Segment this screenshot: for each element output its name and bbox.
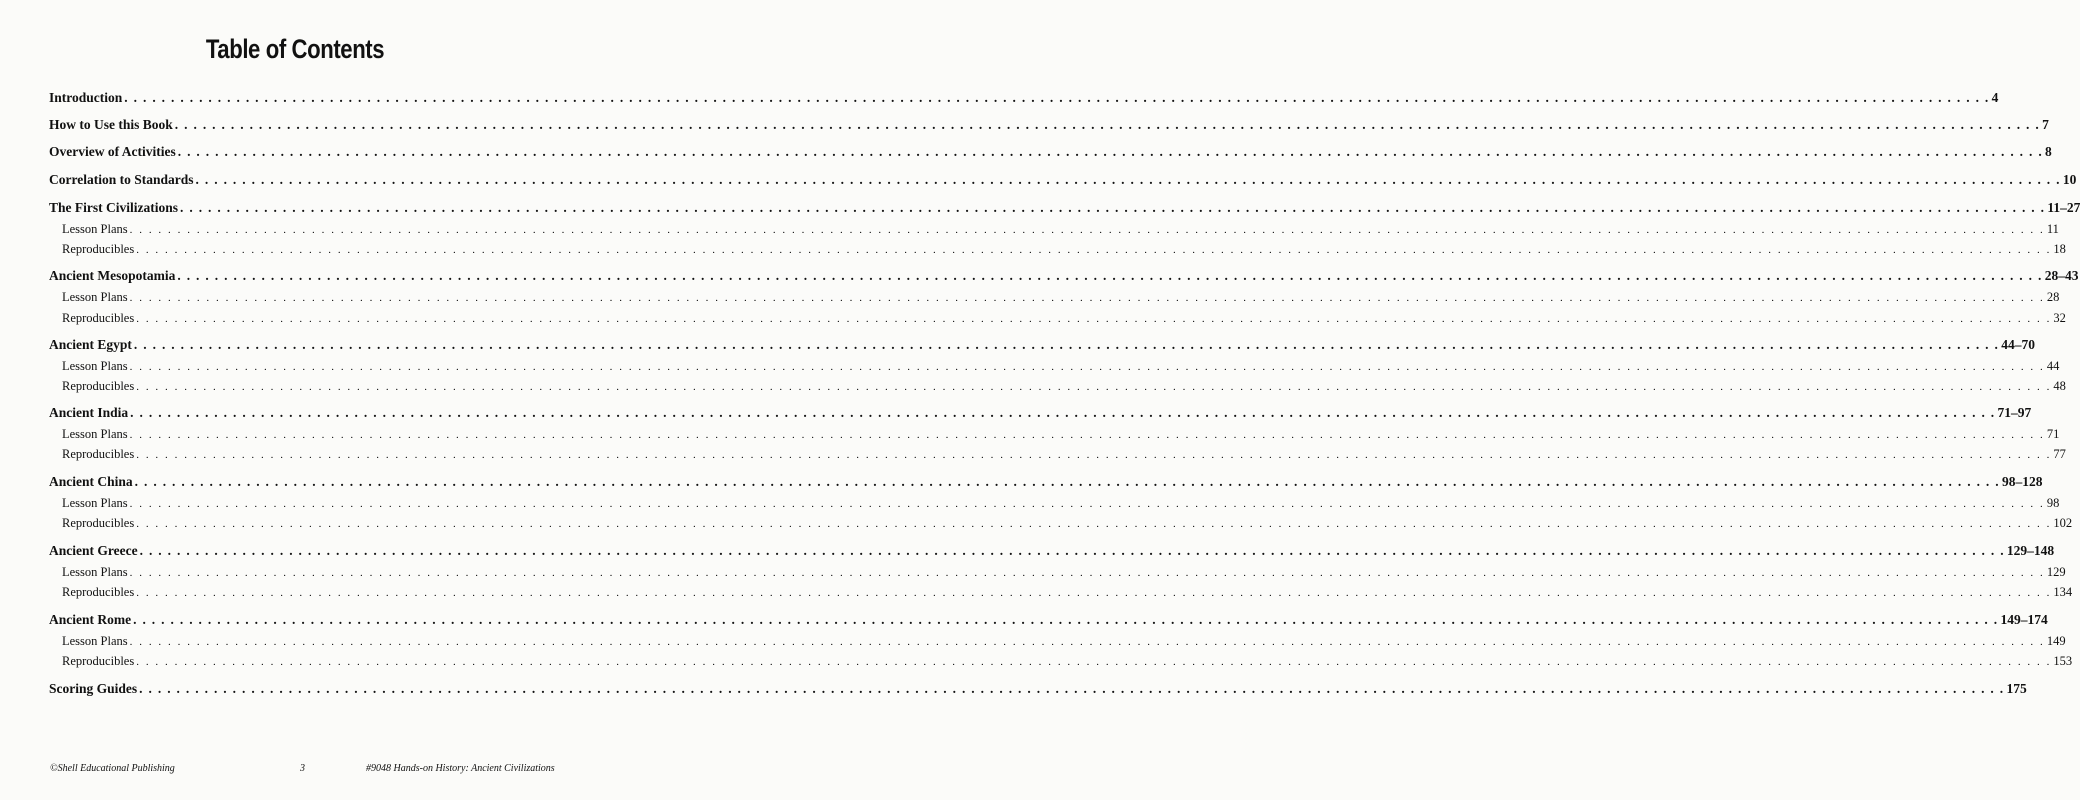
toc-entry-page: 129	[2046, 565, 2066, 579]
toc-entry-page: 175	[2006, 681, 2027, 696]
toc-entry-page: 48	[2053, 379, 2066, 393]
toc-entry-label: Lesson Plans	[62, 427, 128, 441]
toc-entry-page: 28–43	[2044, 268, 2079, 283]
toc-subsection-entry	[62, 290, 2060, 305]
toc-entry-label: Ancient Greece	[49, 543, 138, 558]
toc-section-entry	[49, 117, 2049, 133]
dot-leader: . . . . . . . . . . . . . . . . . . . . . . . . . . . . . . . . . . . . . . . . . . . . . . . . . . . . . . . . . . . . . . . . . . . . . . . . . . . . . . . . . . . . . . . . . . . . . . . . . . . . . . . . . . . . . . . . . . . . . . . . . . . . . . . . . . . . . . . . . . . . . . . . . . . . . . . . . . . . . . . . . . . . . . . . . . . . . . . . . . . . . . . . . . . . . . . . . . . . . . . .	[136, 244, 2052, 256]
toc-entry-label: The First Civilizations	[49, 200, 178, 215]
toc-section-entry	[49, 172, 2077, 188]
toc-entry-label: Ancient Egypt	[49, 337, 132, 352]
toc-subsection-entry	[62, 585, 2073, 600]
toc-entry-label: Lesson Plans	[62, 496, 128, 510]
toc-subsection-entry	[62, 565, 2066, 580]
dot-leader: . . . . . . . . . . . . . . . . . . . . . . . . . . . . . . . . . . . . . . . . . . . . . . . . . . . . . . . . . . . . . . . . . . . . . . . . . . . . . . . . . . . . . . . . . . . . . . . . . . . . . . . . . . . . . . . . . . . . . . . . . . . . . . . . . . . . . . . . . . . . . . . . . . . . . . . . . . . . . . . . . . . . . . . . . . . . . . . . . . . . . . . . . . . . . . . . . . . . . . . .	[174, 117, 2041, 132]
toc-entry-page: 7	[2042, 117, 2049, 132]
toc-subsection-entry	[62, 311, 2066, 326]
toc-entry-label: Correlation to Standards	[49, 172, 194, 187]
dot-leader: . . . . . . . . . . . . . . . . . . . . . . . . . . . . . . . . . . . . . . . . . . . . . . . . . . . . . . . . . . . . . . . . . . . . . . . . . . . . . . . . . . . . . . . . . . . . . . . . . . . . . . . . . . . . . . . . . . . . . . . . . . . . . . . . . . . . . . . . . . . . . . . . . . . . . . . . . . . . . . . . . . . . . . . . . . . . . . . . . . . . . . . . . . . . . . . . . . . . . . . .	[136, 656, 2052, 668]
dot-leader: . . . . . . . . . . . . . . . . . . . . . . . . . . . . . . . . . . . . . . . . . . . . . . . . . . . . . . . . . . . . . . . . . . . . . . . . . . . . . . . . . . . . . . . . . . . . . . . . . . . . . . . . . . . . . . . . . . . . . . . . . . . . . . . . . . . . . . . . . . . . . . . . . . . . . . . . . . . . . . . . . . . . . . . . . . . . . . . . . . . . . . . . . . . . . . . . . . . . . . . .	[129, 361, 2045, 373]
toc-section-entry	[49, 543, 2055, 559]
toc-entry-label: Reproducibles	[62, 311, 135, 325]
toc-entry-label: Reproducibles	[62, 379, 135, 393]
toc-entry-label: Lesson Plans	[62, 290, 128, 304]
toc-section-entry	[49, 90, 1999, 106]
toc-entry-label: Ancient India	[49, 405, 129, 420]
page-title: Table of Contents	[205, 34, 385, 64]
toc-section-entry	[49, 144, 2052, 160]
dot-leader: . . . . . . . . . . . . . . . . . . . . . . . . . . . . . . . . . . . . . . . . . . . . . . . . . . . . . . . . . . . . . . . . . . . . . . . . . . . . . . . . . . . . . . . . . . . . . . . . . . . . . . . . . . . . . . . . . . . . . . . . . . . . . . . . . . . . . . . . . . . . . . . . . . . . . . . . . . . . . . . . . . . . . . . . . . . . . . . . . . . . . . . . . . . . . . . . . . . . . . . .	[124, 90, 1990, 105]
toc-entry-label: Scoring Guides	[49, 681, 138, 696]
toc-entry-label: Lesson Plans	[62, 222, 128, 236]
toc-section-entry	[49, 200, 2080, 216]
dot-leader: . . . . . . . . . . . . . . . . . . . . . . . . . . . . . . . . . . . . . . . . . . . . . . . . . . . . . . . . . . . . . . . . . . . . . . . . . . . . . . . . . . . . . . . . . . . . . . . . . . . . . . . . . . . . . . . . . . . . . . . . . . . . . . . . . . . . . . . . . . . . . . . . . . . . . . . . . . . . . . . . . . . . . . . . . . . . . . . . . . . . . . . . . . . . . . . . . . . . . . . .	[136, 381, 2052, 393]
toc-entry-page: 28	[2046, 290, 2060, 304]
footer-page-number: 3	[300, 763, 305, 774]
toc-entry-label: Lesson Plans	[62, 634, 128, 648]
toc-entry-page: 44	[2046, 359, 2060, 373]
toc-entry-page: 98–128	[2001, 474, 2043, 489]
toc-entry-page: 149	[2046, 634, 2066, 648]
toc-entry-page: 18	[2053, 242, 2066, 256]
dot-leader: . . . . . . . . . . . . . . . . . . . . . . . . . . . . . . . . . . . . . . . . . . . . . . . . . . . . . . . . . . . . . . . . . . . . . . . . . . . . . . . . . . . . . . . . . . . . . . . . . . . . . . . . . . . . . . . . . . . . . . . . . . . . . . . . . . . . . . . . . . . . . . . . . . . . . . . . . . . . . . . . . . . . . . . . . . . . . . . . . . . . . . . . . . . . . . . . . . . . . . . .	[129, 636, 2045, 648]
toc-entry-page: 71	[2046, 427, 2060, 441]
dot-leader: . . . . . . . . . . . . . . . . . . . . . . . . . . . . . . . . . . . . . . . . . . . . . . . . . . . . . . . . . . . . . . . . . . . . . . . . . . . . . . . . . . . . . . . . . . . . . . . . . . . . . . . . . . . . . . . . . . . . . . . . . . . . . . . . . . . . . . . . . . . . . . . . . . . . . . . . . . . . . . . . . . . . . . . . . . . . . . . . . . . . . . . . . . . . . . . . . . . . . . . .	[136, 449, 2052, 461]
toc-entry-page: 44–70	[2001, 337, 2035, 352]
toc-section-entry	[49, 337, 2035, 353]
toc-entry-page: 11	[2046, 222, 2059, 236]
toc-subsection-entry	[62, 447, 2066, 462]
toc-section-entry	[49, 268, 2079, 284]
toc-section-entry	[49, 405, 2032, 421]
dot-leader: . . . . . . . . . . . . . . . . . . . . . . . . . . . . . . . . . . . . . . . . . . . . . . . . . . . . . . . . . . . . . . . . . . . . . . . . . . . . . . . . . . . . . . . . . . . . . . . . . . . . . . . . . . . . . . . . . . . . . . . . . . . . . . . . . . . . . . . . . . . . . . . . . . . . . . . . . . . . . . . . . . . . . . . . . . . . . . . . . . . . . . . . . . . . . . . . . . . . . . . .	[134, 474, 2000, 489]
toc-subsection-entry	[62, 516, 2073, 531]
footer-publisher: ©Shell Educational Publishing	[50, 763, 175, 774]
toc-entry-label: Overview of Activities	[49, 144, 176, 159]
toc-entry-page: 71–97	[1997, 405, 2032, 420]
dot-leader: . . . . . . . . . . . . . . . . . . . . . . . . . . . . . . . . . . . . . . . . . . . . . . . . . . . . . . . . . . . . . . . . . . . . . . . . . . . . . . . . . . . . . . . . . . . . . . . . . . . . . . . . . . . . . . . . . . . . . . . . . . . . . . . . . . . . . . . . . . . . . . . . . . . . . . . . . . . . . . . . . . . . . . . . . . . . . . . . . . . . . . . . . . . . . . . . . . . . . . . .	[129, 224, 2045, 236]
toc-subsection-entry	[62, 496, 2060, 511]
toc-entry-label: Reproducibles	[62, 516, 135, 530]
toc-subsection-entry	[62, 359, 2060, 374]
toc-entry-label: Ancient China	[49, 474, 133, 489]
dot-leader: . . . . . . . . . . . . . . . . . . . . . . . . . . . . . . . . . . . . . . . . . . . . . . . . . . . . . . . . . . . . . . . . . . . . . . . . . . . . . . . . . . . . . . . . . . . . . . . . . . . . . . . . . . . . . . . . . . . . . . . . . . . . . . . . . . . . . . . . . . . . . . . . . . . . . . . . . . . . . . . . . . . . . . . . . . . . . . . . . . . . . . . . . . . . . . . . . . . . . . . .	[129, 498, 2045, 510]
toc-entry-label: Reproducibles	[62, 654, 135, 668]
toc-entry-page: 102	[2053, 516, 2073, 530]
toc-entry-label: Lesson Plans	[62, 565, 128, 579]
dot-leader: . . . . . . . . . . . . . . . . . . . . . . . . . . . . . . . . . . . . . . . . . . . . . . . . . . . . . . . . . . . . . . . . . . . . . . . . . . . . . . . . . . . . . . . . . . . . . . . . . . . . . . . . . . . . . . . . . . . . . . . . . . . . . . . . . . . . . . . . . . . . . . . . . . . . . . . . . . . . . . . . . . . . . . . . . . . . . . . . . . . . . . . . . . . . . . . . . . . . . . . .	[133, 612, 1999, 627]
footer-book-title: #9048 Hands-on History: Ancient Civilizations	[366, 763, 555, 774]
toc-entry-page: 134	[2053, 585, 2073, 599]
toc-entry-label: Reproducibles	[62, 242, 135, 256]
toc-entry-label: Ancient Rome	[49, 612, 132, 627]
toc-entry-page: 10	[2062, 172, 2077, 187]
toc-entry-label: Reproducibles	[62, 585, 135, 599]
dot-leader: . . . . . . . . . . . . . . . . . . . . . . . . . . . . . . . . . . . . . . . . . . . . . . . . . . . . . . . . . . . . . . . . . . . . . . . . . . . . . . . . . . . . . . . . . . . . . . . . . . . . . . . . . . . . . . . . . . . . . . . . . . . . . . . . . . . . . . . . . . . . . . . . . . . . . . . . . . . . . . . . . . . . . . . . . . . . . . . . . . . . . . . . . . . . . . . . . . . . . . . .	[129, 429, 2045, 441]
toc-entry-page: 153	[2053, 654, 2073, 668]
dot-leader: . . . . . . . . . . . . . . . . . . . . . . . . . . . . . . . . . . . . . . . . . . . . . . . . . . . . . . . . . . . . . . . . . . . . . . . . . . . . . . . . . . . . . . . . . . . . . . . . . . . . . . . . . . . . . . . . . . . . . . . . . . . . . . . . . . . . . . . . . . . . . . . . . . . . . . . . . . . . . . . . . . . . . . . . . . . . . . . . . . . . . . . . . . . . . . . . . . . . . . . .	[195, 172, 2061, 187]
toc-entry-label: Ancient Mesopotamia	[49, 268, 176, 283]
toc-subsection-entry	[62, 222, 2059, 237]
toc-entry-page: 129–148	[2006, 543, 2055, 558]
toc-section-entry	[49, 681, 2027, 697]
toc-entry-label: Lesson Plans	[62, 359, 128, 373]
dot-leader: . . . . . . . . . . . . . . . . . . . . . . . . . . . . . . . . . . . . . . . . . . . . . . . . . . . . . . . . . . . . . . . . . . . . . . . . . . . . . . . . . . . . . . . . . . . . . . . . . . . . . . . . . . . . . . . . . . . . . . . . . . . . . . . . . . . . . . . . . . . . . . . . . . . . . . . . . . . . . . . . . . . . . . . . . . . . . . . . . . . . . . . . . . . . . . . . . . . . . . . .	[129, 567, 2045, 579]
dot-leader: . . . . . . . . . . . . . . . . . . . . . . . . . . . . . . . . . . . . . . . . . . . . . . . . . . . . . . . . . . . . . . . . . . . . . . . . . . . . . . . . . . . . . . . . . . . . . . . . . . . . . . . . . . . . . . . . . . . . . . . . . . . . . . . . . . . . . . . . . . . . . . . . . . . . . . . . . . . . . . . . . . . . . . . . . . . . . . . . . . . . . . . . . . . . . . . . . . . . . . . .	[177, 144, 2044, 159]
toc-entry-page: 11–27	[2047, 200, 2080, 215]
dot-leader: . . . . . . . . . . . . . . . . . . . . . . . . . . . . . . . . . . . . . . . . . . . . . . . . . . . . . . . . . . . . . . . . . . . . . . . . . . . . . . . . . . . . . . . . . . . . . . . . . . . . . . . . . . . . . . . . . . . . . . . . . . . . . . . . . . . . . . . . . . . . . . . . . . . . . . . . . . . . . . . . . . . . . . . . . . . . . . . . . . . . . . . . . . . . . . . . . . . . . . . .	[136, 518, 2052, 530]
toc-entry-label: Introduction	[49, 90, 123, 105]
toc-subsection-entry	[62, 379, 2066, 394]
toc-entry-page: 149–174	[2000, 612, 2048, 627]
toc-entry-page: 77	[2053, 447, 2066, 461]
toc-entry-page: 8	[2045, 144, 2052, 159]
toc-entry-label: How to Use this Book	[49, 117, 173, 132]
toc-subsection-entry	[62, 242, 2066, 257]
toc-entry-page: 4	[1991, 90, 1999, 105]
toc-section-entry	[49, 612, 2048, 628]
dot-leader: . . . . . . . . . . . . . . . . . . . . . . . . . . . . . . . . . . . . . . . . . . . . . . . . . . . . . . . . . . . . . . . . . . . . . . . . . . . . . . . . . . . . . . . . . . . . . . . . . . . . . . . . . . . . . . . . . . . . . . . . . . . . . . . . . . . . . . . . . . . . . . . . . . . . . . . . . . . . . . . . . . . . . . . . . . . . . . . . . . . . . . . . . . . . . . . . . . . . . . . .	[130, 405, 1996, 420]
dot-leader: . . . . . . . . . . . . . . . . . . . . . . . . . . . . . . . . . . . . . . . . . . . . . . . . . . . . . . . . . . . . . . . . . . . . . . . . . . . . . . . . . . . . . . . . . . . . . . . . . . . . . . . . . . . . . . . . . . . . . . . . . . . . . . . . . . . . . . . . . . . . . . . . . . . . . . . . . . . . . . . . . . . . . . . . . . . . . . . . . . . . . . . . . . . . . . . . . . . . . . . .	[180, 200, 2046, 215]
dot-leader: . . . . . . . . . . . . . . . . . . . . . . . . . . . . . . . . . . . . . . . . . . . . . . . . . . . . . . . . . . . . . . . . . . . . . . . . . . . . . . . . . . . . . . . . . . . . . . . . . . . . . . . . . . . . . . . . . . . . . . . . . . . . . . . . . . . . . . . . . . . . . . . . . . . . . . . . . . . . . . . . . . . . . . . . . . . . . . . . . . . . . . . . . . . . . . . . . . . . . . . .	[133, 337, 2000, 352]
toc-section-entry	[49, 474, 2043, 490]
dot-leader: . . . . . . . . . . . . . . . . . . . . . . . . . . . . . . . . . . . . . . . . . . . . . . . . . . . . . . . . . . . . . . . . . . . . . . . . . . . . . . . . . . . . . . . . . . . . . . . . . . . . . . . . . . . . . . . . . . . . . . . . . . . . . . . . . . . . . . . . . . . . . . . . . . . . . . . . . . . . . . . . . . . . . . . . . . . . . . . . . . . . . . . . . . . . . . . . . . . . . . . .	[177, 268, 2043, 283]
toc-entry-page: 32	[2053, 311, 2066, 325]
toc-subsection-entry	[62, 634, 2066, 649]
dot-leader: . . . . . . . . . . . . . . . . . . . . . . . . . . . . . . . . . . . . . . . . . . . . . . . . . . . . . . . . . . . . . . . . . . . . . . . . . . . . . . . . . . . . . . . . . . . . . . . . . . . . . . . . . . . . . . . . . . . . . . . . . . . . . . . . . . . . . . . . . . . . . . . . . . . . . . . . . . . . . . . . . . . . . . . . . . . . . . . . . . . . . . . . . . . . . . . . . . . . . . . .	[136, 313, 2052, 325]
toc-subsection-entry	[62, 427, 2060, 442]
dot-leader: . . . . . . . . . . . . . . . . . . . . . . . . . . . . . . . . . . . . . . . . . . . . . . . . . . . . . . . . . . . . . . . . . . . . . . . . . . . . . . . . . . . . . . . . . . . . . . . . . . . . . . . . . . . . . . . . . . . . . . . . . . . . . . . . . . . . . . . . . . . . . . . . . . . . . . . . . . . . . . . . . . . . . . . . . . . . . . . . . . . . . . . . . . . . . . . . . . . . . . . .	[139, 543, 2005, 558]
toc-subsection-entry	[62, 654, 2073, 669]
toc-entry-page: 98	[2046, 496, 2060, 510]
dot-leader: . . . . . . . . . . . . . . . . . . . . . . . . . . . . . . . . . . . . . . . . . . . . . . . . . . . . . . . . . . . . . . . . . . . . . . . . . . . . . . . . . . . . . . . . . . . . . . . . . . . . . . . . . . . . . . . . . . . . . . . . . . . . . . . . . . . . . . . . . . . . . . . . . . . . . . . . . . . . . . . . . . . . . . . . . . . . . . . . . . . . . . . . . . . . . . . . . . . . . . . .	[139, 681, 2005, 696]
toc-entry-label: Reproducibles	[62, 447, 135, 461]
dot-leader: . . . . . . . . . . . . . . . . . . . . . . . . . . . . . . . . . . . . . . . . . . . . . . . . . . . . . . . . . . . . . . . . . . . . . . . . . . . . . . . . . . . . . . . . . . . . . . . . . . . . . . . . . . . . . . . . . . . . . . . . . . . . . . . . . . . . . . . . . . . . . . . . . . . . . . . . . . . . . . . . . . . . . . . . . . . . . . . . . . . . . . . . . . . . . . . . . . . . . . . .	[129, 292, 2045, 304]
dot-leader: . . . . . . . . . . . . . . . . . . . . . . . . . . . . . . . . . . . . . . . . . . . . . . . . . . . . . . . . . . . . . . . . . . . . . . . . . . . . . . . . . . . . . . . . . . . . . . . . . . . . . . . . . . . . . . . . . . . . . . . . . . . . . . . . . . . . . . . . . . . . . . . . . . . . . . . . . . . . . . . . . . . . . . . . . . . . . . . . . . . . . . . . . . . . . . . . . . . . . . . .	[136, 587, 2052, 599]
